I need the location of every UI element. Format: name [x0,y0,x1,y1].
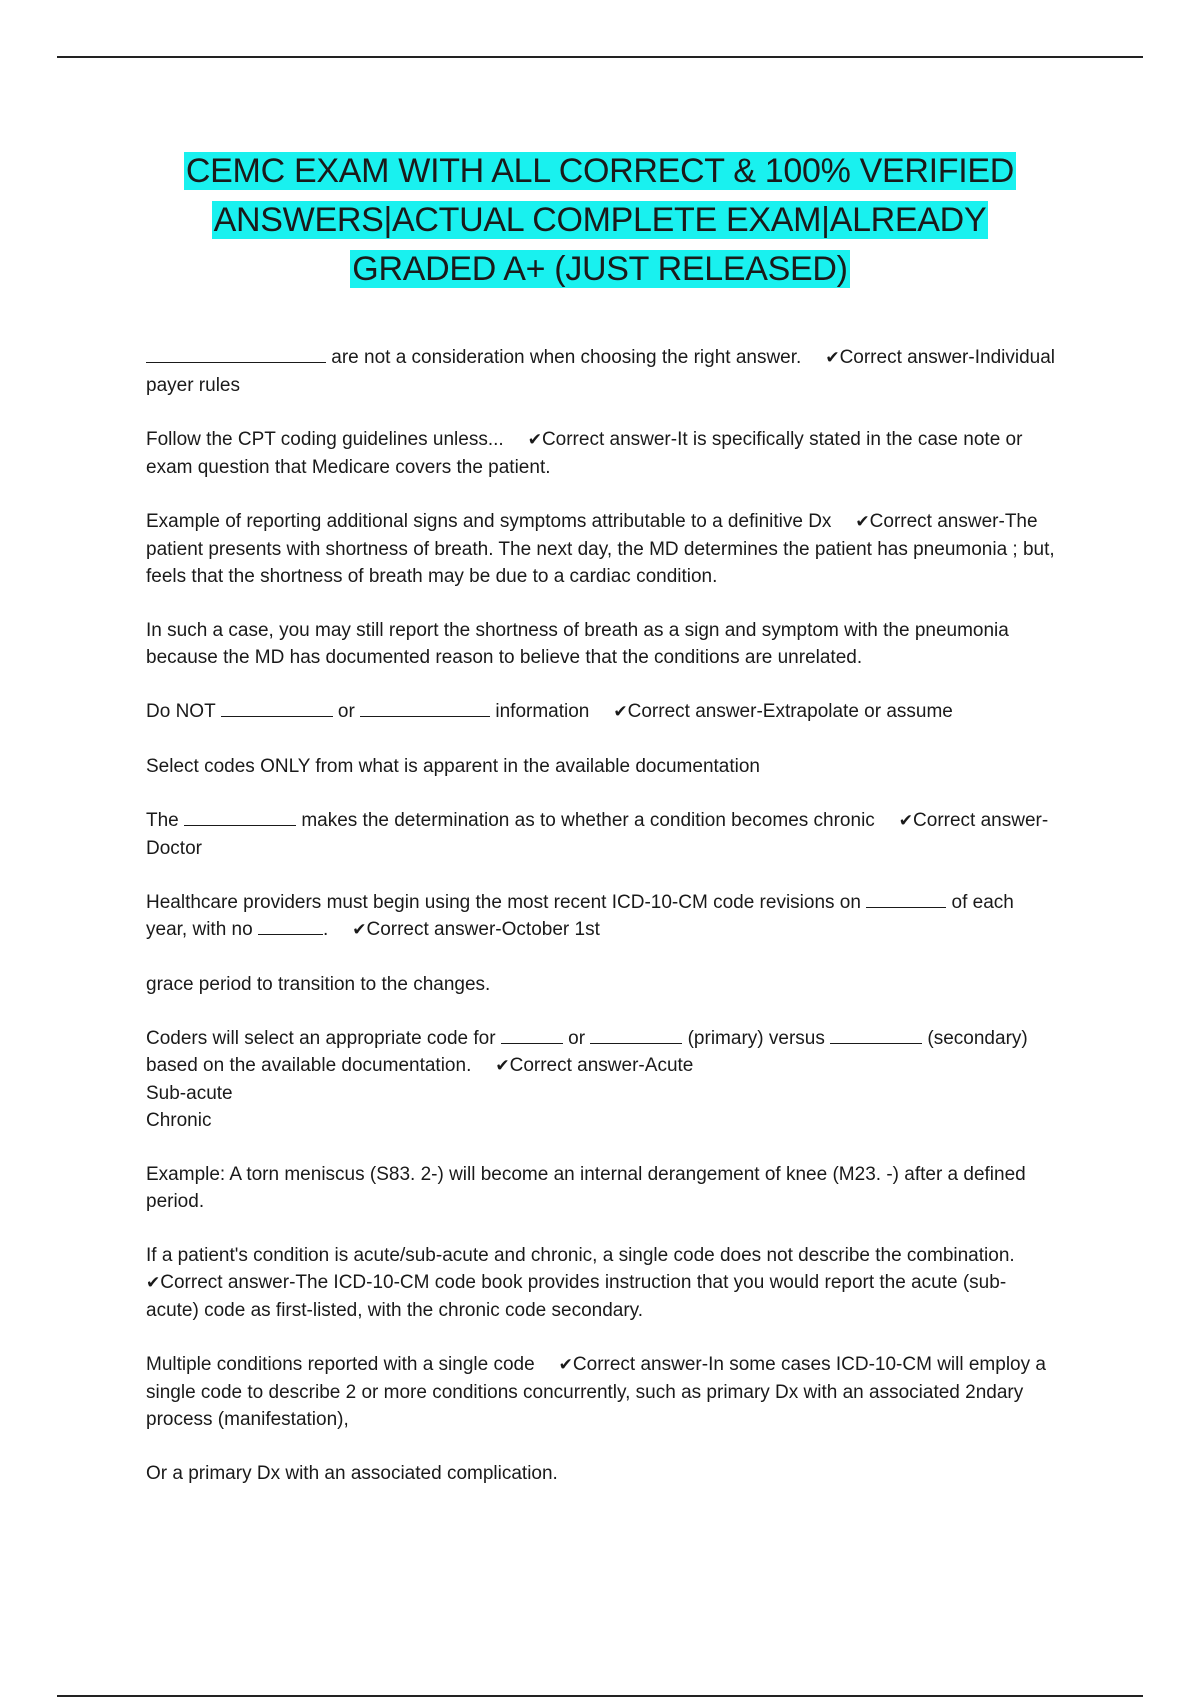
qa-item [146,344,1056,399]
check-icon: ✔ [898,811,914,831]
answer-blank [146,344,326,363]
qa-item [146,1351,1056,1433]
title-line-1: CEMC EXAM WITH ALL CORRECT & 100% VERIFIED [185,152,1015,190]
text-paragraph: Select codes ONLY from what is apparent in the available documentation [146,756,760,777]
question-text: The [146,810,179,831]
answer-text: Acute [644,1055,694,1076]
answer-text: The ICD-10-CM code book provides instruction that you would report the acute (sub-acute) code as first-listed, with the chronic code secondary. [146,1272,1007,1321]
title-line-3: GRADED A+ (JUST RELEASED) [352,250,848,288]
answer-prefix: Correct answer- [541,429,678,450]
text-paragraph: Or a primary Dx with an associated complication. [146,1463,558,1484]
question-text: or [337,701,355,722]
check-icon: ✔ [613,702,628,722]
answer-blank [866,889,946,908]
question-text: Example of reporting additional signs and symptoms attributable to a definitive Dx [146,511,832,532]
answer-text: It is specifically stated in the case note or exam question that Medicare covers the patient. [146,429,1023,478]
question-text: If a patient's condition is acute/sub-acute and chronic, a single code does not describe the combination. [146,1245,1015,1266]
answer-blank [360,698,490,717]
answer-blank [830,1025,922,1044]
question-text: (primary) versus [687,1028,825,1049]
qa-item [146,508,1056,590]
question-text: Follow the CPT coding guidelines unless... [146,429,504,450]
question-text: information [495,701,590,722]
question-text: Healthcare providers must begin using the most recent ICD-10-CM code revisions on [146,892,861,913]
qa-item [146,889,1056,944]
answer-blank [501,1025,563,1044]
qa-item [146,807,1056,862]
question-text: Multiple conditions reported with a single code [146,1354,535,1375]
qa-item [146,698,1056,726]
answer-blank [590,1025,682,1044]
answer-blank [221,698,333,717]
answer-text: Individual payer rules [146,347,1055,396]
document-body [146,344,1056,1514]
qa-item [146,1242,1056,1324]
answer-text: October 1st [501,919,600,940]
question-text: (secondary) based on the available documentation. [146,1028,1028,1076]
answer-prefix: Correct answer- [509,1055,645,1076]
answer-text: The patient presents with shortness of breath. The next day, the MD determines the patient has pneumonia ; but, feels that the shortness of breath may be due to a cardiac condition. [146,511,1055,587]
check-icon: ✔ [825,348,840,368]
question-text: are not a consideration when choosing the right answer. [331,347,802,368]
text-paragraph: Example: A torn meniscus (S83. 2-) will become an internal derangement of knee (M23. -) after a defined period. [146,1164,1026,1212]
answer-prefix: Correct answer- [627,701,763,722]
qa-item [146,426,1056,481]
check-icon: ✔ [352,920,367,940]
answer-prefix: Correct answer- [913,810,1049,831]
check-icon: ✔ [146,1273,161,1293]
title-line-2: ANSWERS|ACTUAL COMPLETE EXAM|ALREADY [213,201,987,239]
footer-rule [57,1695,1143,1697]
question-text: or [568,1028,586,1049]
answer-text: Extrapolate or assume [762,701,953,722]
document-title [100,147,1100,294]
qa-item [146,1025,1056,1134]
check-icon: ✔ [855,512,870,532]
answer-text: Doctor [146,838,202,859]
answer-prefix: Correct answer- [869,511,1005,532]
header-rule [57,56,1143,58]
question-text: makes the determination as to whether a condition becomes chronic [301,810,875,831]
check-icon: ✔ [495,1056,510,1076]
answer-prefix: Correct answer- [366,919,502,940]
check-icon: ✔ [558,1355,573,1375]
check-icon: ✔ [527,430,542,450]
answer-prefix: Correct answer- [572,1354,709,1375]
answer-prefix: Correct answer- [160,1272,296,1293]
question-text: Coders will select an appropriate code for [146,1028,496,1049]
question-text: of each year, with no [146,892,1014,940]
answer-prefix: Correct answer- [839,347,975,368]
answer-text: In some cases ICD-10-CM will employ a single code to describe 2 or more conditions concurrently, such as primary Dx with an associated 2ndary process (manifestation), [146,1354,1046,1430]
answer-blank [258,916,323,935]
text-paragraph: grace period to transition to the changes. [146,974,491,995]
text-paragraph: In such a case, you may still report the shortness of breath as a sign and symptom with the pneumonia because the MD has documented reason to believe that the conditions are unrelated. [146,620,1009,668]
answer-text: Sub-acute [146,1083,233,1104]
question-text: . [322,919,329,940]
answer-text: Chronic [146,1110,212,1131]
answer-blank [184,807,296,826]
question-text: Do NOT [146,701,216,722]
